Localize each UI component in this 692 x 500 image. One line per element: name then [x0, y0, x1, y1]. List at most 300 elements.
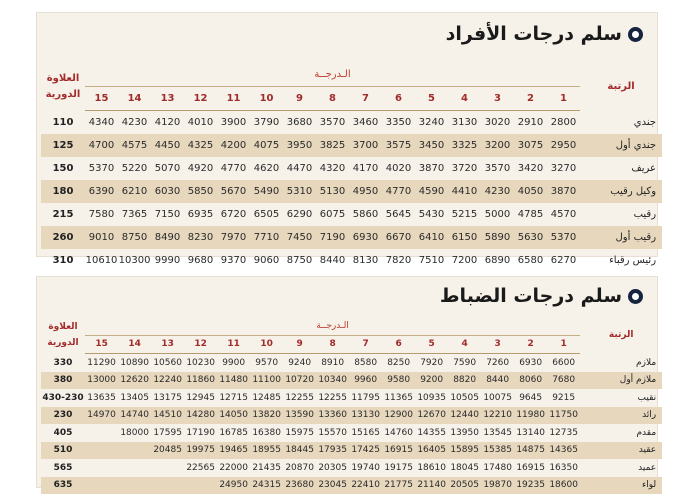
- salary-cell: 4410: [448, 180, 481, 203]
- salary-cell: 20305: [318, 462, 347, 473]
- salary-cell: [184, 477, 217, 495]
- salary-cell: 10505: [450, 392, 479, 403]
- degree-number: 7: [349, 335, 382, 354]
- allowance-value: 405: [53, 427, 73, 438]
- salary-cell: 3020: [484, 117, 511, 128]
- salary-cell: 2910: [517, 117, 544, 128]
- salary-cell: 13130: [349, 407, 382, 425]
- salary-cell: 13950: [450, 427, 479, 438]
- salary-cell: 8230: [184, 226, 217, 249]
- salary-cell: 4470: [286, 163, 313, 174]
- salary-cell: 9060: [253, 255, 280, 266]
- allowance-value: 180: [41, 180, 85, 203]
- degree-number: 15: [85, 335, 118, 354]
- salary-cell: 9680: [187, 255, 214, 266]
- allowance-value: 430-230: [42, 392, 84, 403]
- degree-number: 1: [547, 87, 580, 111]
- salary-cell: 12485: [252, 392, 281, 403]
- salary-cell: 9370: [220, 255, 247, 266]
- allowance-value: 125: [41, 134, 85, 157]
- salary-cell: 12620: [118, 372, 151, 390]
- salary-cell: 4320: [319, 163, 346, 174]
- salary-cell: 10890: [120, 357, 149, 368]
- table-row: [41, 477, 662, 495]
- salary-cell: 21775: [382, 477, 415, 495]
- salary-cell: 7260: [486, 357, 510, 368]
- salary-cell: 16915: [382, 442, 415, 460]
- salary-cell: 6580: [517, 255, 544, 266]
- salary-cell: 13635: [87, 392, 116, 403]
- salary-cell: 3870: [547, 180, 580, 203]
- salary-cell: 19740: [351, 462, 380, 473]
- salary-cell: 3240: [418, 117, 445, 128]
- salary-cell: 4570: [550, 209, 577, 220]
- salary-cell: 19235: [514, 477, 547, 495]
- salary-cell: 4325: [184, 134, 217, 157]
- rank-name: رئيس رقباء: [609, 255, 657, 266]
- salary-cell: 8130: [352, 255, 379, 266]
- salary-cell: 3575: [382, 134, 415, 157]
- salary-cell: 7970: [217, 226, 250, 249]
- salary-cell: 3790: [253, 117, 280, 128]
- allowance-value: 380: [41, 372, 85, 390]
- salary-cell: 9570: [255, 357, 279, 368]
- salary-cell: 17480: [483, 462, 512, 473]
- degree-numbers-row: [41, 87, 662, 111]
- degree-number: 11: [217, 335, 250, 354]
- salary-cell: 14355: [417, 427, 446, 438]
- salary-cell: 16785: [219, 427, 248, 438]
- rank-name: مقدم: [636, 427, 657, 438]
- allowance-value: 150: [52, 163, 74, 174]
- salary-cell: [85, 477, 118, 495]
- salary-cell: 6270: [550, 255, 577, 266]
- salary-cell: 11750: [547, 407, 580, 425]
- salary-cell: 5490: [250, 180, 283, 203]
- degree-number: 8: [316, 87, 349, 111]
- salary-cell: 7450: [283, 226, 316, 249]
- salary-cell: 11480: [217, 372, 250, 390]
- salary-cell: 16350: [549, 462, 578, 473]
- salary-cell: 3570: [484, 163, 511, 174]
- salary-cell: 14050: [217, 407, 250, 425]
- officers-scale-title: سلم درجات الضباط: [440, 285, 643, 307]
- salary-cell: 18000: [120, 427, 149, 438]
- allowance-value: 510: [41, 442, 85, 460]
- degree-header: الـدرجــة: [85, 317, 580, 335]
- salary-cell: 5130: [316, 180, 349, 203]
- salary-cell: 4620: [253, 163, 280, 174]
- salary-cell: 17425: [349, 442, 382, 460]
- salary-cell: 6075: [319, 209, 346, 220]
- salary-cell: 7365: [121, 209, 148, 220]
- salary-cell: 7820: [385, 255, 412, 266]
- salary-cell: 7150: [154, 209, 181, 220]
- rank-name: ملازم أول: [580, 372, 662, 390]
- table-row: [41, 407, 662, 425]
- salary-cell: 5310: [283, 180, 316, 203]
- salary-cell: 3270: [550, 163, 577, 174]
- salary-cell: 9990: [154, 255, 181, 266]
- salary-cell: 19975: [184, 442, 217, 460]
- salary-cell: 21435: [252, 462, 281, 473]
- salary-cell: 4200: [217, 134, 250, 157]
- salary-cell: 3325: [448, 134, 481, 157]
- table-row: [41, 249, 662, 272]
- salary-cell: 7580: [88, 209, 115, 220]
- degree-header: الـدرجــة: [85, 63, 580, 87]
- salary-cell: [85, 424, 118, 442]
- salary-cell: 6030: [151, 180, 184, 203]
- table-row: [41, 424, 662, 442]
- salary-cell: 4340: [88, 117, 115, 128]
- salary-cell: 3130: [451, 117, 478, 128]
- salary-cell: [85, 442, 118, 460]
- salary-cell: [118, 477, 151, 495]
- table-row: [41, 354, 662, 372]
- salary-cell: 18600: [547, 477, 580, 495]
- table-row: [41, 157, 662, 180]
- salary-cell: 11860: [184, 372, 217, 390]
- salary-cell: 17190: [186, 427, 215, 438]
- salary-cell: 3700: [349, 134, 382, 157]
- degree-number: 3: [481, 335, 514, 354]
- salary-cell: 15975: [285, 427, 314, 438]
- salary-cell: 15165: [351, 427, 380, 438]
- salary-cell: 9580: [382, 372, 415, 390]
- salary-cell: 9240: [288, 357, 312, 368]
- salary-cell: 5630: [514, 226, 547, 249]
- salary-cell: 20505: [448, 477, 481, 495]
- salary-cell: 12440: [448, 407, 481, 425]
- salary-cell: 10935: [417, 392, 446, 403]
- salary-cell: 8580: [354, 357, 378, 368]
- salary-cell: 2950: [547, 134, 580, 157]
- salary-cell: 9900: [222, 357, 246, 368]
- salary-cell: 22565: [186, 462, 215, 473]
- rank-name: وكيل رقيب: [580, 180, 662, 203]
- salary-cell: 7920: [420, 357, 444, 368]
- salary-cell: 4170: [352, 163, 379, 174]
- salary-cell: 6210: [118, 180, 151, 203]
- salary-cell: 13820: [250, 407, 283, 425]
- salary-cell: 4230: [481, 180, 514, 203]
- salary-cell: 16380: [252, 427, 281, 438]
- salary-cell: 7590: [453, 357, 477, 368]
- salary-cell: [118, 459, 151, 477]
- salary-cell: 6290: [286, 209, 313, 220]
- salary-cell: 3570: [319, 117, 346, 128]
- salary-cell: 21140: [415, 477, 448, 495]
- salary-cell: 5670: [217, 180, 250, 203]
- salary-cell: [85, 459, 118, 477]
- salary-cell: 9010: [85, 226, 118, 249]
- salary-cell: 12210: [481, 407, 514, 425]
- salary-cell: [151, 459, 184, 477]
- allowance-value: 635: [41, 477, 85, 495]
- salary-cell: 11980: [514, 407, 547, 425]
- salary-cell: 5370: [88, 163, 115, 174]
- circle-bullet-icon: [628, 289, 643, 304]
- salary-cell: 5850: [184, 180, 217, 203]
- table-row: [41, 372, 662, 390]
- salary-cell: 24315: [250, 477, 283, 495]
- salary-cell: 15385: [481, 442, 514, 460]
- salary-cell: 9645: [519, 392, 543, 403]
- salary-cell: 5430: [418, 209, 445, 220]
- salary-cell: 6720: [220, 209, 247, 220]
- salary-cell: 6930: [349, 226, 382, 249]
- allowance-value: 310: [52, 255, 74, 266]
- salary-cell: 18445: [283, 442, 316, 460]
- degree-number: 14: [118, 335, 151, 354]
- salary-cell: 9215: [552, 392, 576, 403]
- salary-cell: 4950: [349, 180, 382, 203]
- salary-cell: 9960: [349, 372, 382, 390]
- salary-cell: 4700: [85, 134, 118, 157]
- salary-cell: 3350: [385, 117, 412, 128]
- salary-cell: 17935: [316, 442, 349, 460]
- officers-scale-panel: [36, 276, 658, 491]
- degree-number: 4: [448, 335, 481, 354]
- salary-cell: 14760: [384, 427, 413, 438]
- salary-cell: 14365: [547, 442, 580, 460]
- salary-cell: 3680: [286, 117, 313, 128]
- salary-cell: 6410: [415, 226, 448, 249]
- salary-cell: 8440: [481, 372, 514, 390]
- salary-cell: 6150: [448, 226, 481, 249]
- rank-name: لواء: [580, 477, 662, 495]
- salary-cell: 6935: [187, 209, 214, 220]
- salary-cell: 10230: [186, 357, 215, 368]
- salary-cell: 14280: [184, 407, 217, 425]
- degree-number: 14: [118, 87, 151, 111]
- salary-cell: 8750: [286, 255, 313, 266]
- salary-cell: 22410: [349, 477, 382, 495]
- salary-cell: 11365: [384, 392, 413, 403]
- table-row: [41, 203, 662, 226]
- salary-cell: 13545: [483, 427, 512, 438]
- rank-name: عقيد: [580, 442, 662, 460]
- rank-name: رائد: [580, 407, 662, 425]
- salary-cell: 7680: [547, 372, 580, 390]
- salary-cell: 8820: [448, 372, 481, 390]
- salary-cell: 14875: [514, 442, 547, 460]
- allowance-value: 330: [53, 357, 73, 368]
- salary-cell: 11290: [87, 357, 116, 368]
- salary-cell: 20870: [285, 462, 314, 473]
- salary-cell: 7510: [418, 255, 445, 266]
- salary-cell: 6505: [253, 209, 280, 220]
- salary-cell: 3720: [451, 163, 478, 174]
- salary-cell: 4230: [121, 117, 148, 128]
- table-row: [41, 180, 662, 203]
- salary-cell: 3420: [517, 163, 544, 174]
- soldiers-scale-table: [41, 63, 662, 272]
- salary-cell: 10075: [483, 392, 512, 403]
- degree-number: 5: [415, 87, 448, 111]
- salary-cell: 5215: [451, 209, 478, 220]
- salary-cell: 5070: [154, 163, 181, 174]
- table-row: [41, 226, 662, 249]
- salary-cell: 6670: [382, 226, 415, 249]
- salary-cell: 12945: [186, 392, 215, 403]
- salary-cell: 4785: [517, 209, 544, 220]
- circle-bullet-icon: [628, 27, 643, 42]
- salary-cell: 12900: [382, 407, 415, 425]
- degree-number: 9: [283, 87, 316, 111]
- salary-cell: 10720: [283, 372, 316, 390]
- salary-cell: 12670: [415, 407, 448, 425]
- rank-header: الرتبة: [607, 81, 635, 93]
- degree-number: 6: [382, 335, 415, 354]
- salary-cell: 13140: [516, 427, 545, 438]
- rank-name: عميد: [638, 462, 657, 473]
- salary-cell: 15570: [318, 427, 347, 438]
- salary-cell: 12715: [219, 392, 248, 403]
- salary-cell: 4120: [154, 117, 181, 128]
- salary-cell: 13360: [316, 407, 349, 425]
- degree-number: 4: [448, 87, 481, 111]
- salary-cell: 8910: [321, 357, 345, 368]
- degree-number: 13: [151, 87, 184, 111]
- allowance-value: 110: [52, 116, 74, 128]
- salary-cell: 4590: [415, 180, 448, 203]
- salary-cell: 7200: [451, 255, 478, 266]
- salary-cell: [118, 442, 151, 460]
- salary-cell: 4770: [382, 180, 415, 203]
- salary-cell: 3870: [418, 163, 445, 174]
- salary-cell: 7190: [316, 226, 349, 249]
- salary-cell: 2800: [550, 117, 577, 128]
- rank-name: ملازم: [636, 357, 657, 368]
- salary-cell: 12255: [318, 392, 347, 403]
- degree-number: 3: [481, 87, 514, 111]
- rank-name: رقيب أول: [580, 226, 662, 249]
- degree-number: 8: [316, 335, 349, 354]
- salary-cell: 5645: [385, 209, 412, 220]
- salary-cell: 10560: [153, 357, 182, 368]
- salary-cell: 4575: [118, 134, 151, 157]
- allowance-value: 215: [52, 209, 74, 220]
- salary-cell: 24950: [217, 477, 250, 495]
- salary-cell: 4770: [220, 163, 247, 174]
- salary-cell: 10340: [316, 372, 349, 390]
- soldiers-scale-panel: [36, 12, 658, 266]
- salary-cell: 4010: [187, 117, 214, 128]
- salary-cell: 13175: [153, 392, 182, 403]
- salary-cell: 4075: [250, 134, 283, 157]
- salary-cell: 13000: [85, 372, 118, 390]
- salary-cell: 10610: [85, 255, 118, 266]
- salary-cell: 6390: [85, 180, 118, 203]
- salary-cell: 6930: [519, 357, 543, 368]
- officers-scale-table: [41, 317, 662, 494]
- degree-number: 11: [217, 87, 250, 111]
- salary-cell: 5890: [481, 226, 514, 249]
- salary-cell: 14740: [118, 407, 151, 425]
- soldiers-scale-title: سلم درجات الأفراد: [446, 23, 643, 45]
- salary-cell: 8060: [514, 372, 547, 390]
- salary-cell: 3450: [415, 134, 448, 157]
- rank-name: جندي: [633, 116, 657, 128]
- rank-name: نقيب: [637, 392, 657, 403]
- salary-cell: 3825: [316, 134, 349, 157]
- salary-cell: 11100: [250, 372, 283, 390]
- salary-cell: 3075: [514, 134, 547, 157]
- salary-cell: 11795: [351, 392, 380, 403]
- salary-cell: 16405: [415, 442, 448, 460]
- degree-number: 12: [184, 335, 217, 354]
- allowance-value: 260: [41, 226, 85, 249]
- salary-cell: 6600: [552, 357, 576, 368]
- salary-cell: 17595: [153, 427, 182, 438]
- salary-cell: 12240: [151, 372, 184, 390]
- salary-cell: 5860: [352, 209, 379, 220]
- salary-cell: 4920: [187, 163, 214, 174]
- salary-cell: 5370: [547, 226, 580, 249]
- degree-number: 10: [250, 335, 283, 354]
- salary-cell: [151, 477, 184, 495]
- salary-cell: 13405: [120, 392, 149, 403]
- salary-cell: 8750: [118, 226, 151, 249]
- salary-cell: 20485: [151, 442, 184, 460]
- salary-cell: 3200: [481, 134, 514, 157]
- salary-cell: 4050: [514, 180, 547, 203]
- degree-number: 5: [415, 335, 448, 354]
- degree-number: 6: [382, 87, 415, 111]
- degree-number: 2: [514, 87, 547, 111]
- allowance-header: العلاوة الدورية: [47, 322, 79, 349]
- salary-cell: 14510: [151, 407, 184, 425]
- salary-cell: 18045: [450, 462, 479, 473]
- salary-cell: 19870: [481, 477, 514, 495]
- salary-cell: 16915: [516, 462, 545, 473]
- salary-cell: 8490: [151, 226, 184, 249]
- rank-header: الرتبة: [608, 330, 634, 341]
- allowance-value: 565: [53, 462, 73, 473]
- salary-cell: 9200: [415, 372, 448, 390]
- salary-cell: 19175: [384, 462, 413, 473]
- salary-cell: 3900: [220, 117, 247, 128]
- salary-cell: 13590: [283, 407, 316, 425]
- table-row: [41, 111, 662, 135]
- table-row: [41, 389, 662, 407]
- salary-cell: 5220: [121, 163, 148, 174]
- salary-cell: 4450: [151, 134, 184, 157]
- table-row: [41, 459, 662, 477]
- degree-number: 12: [184, 87, 217, 111]
- salary-cell: 15895: [448, 442, 481, 460]
- allowance-header: العلاوة الدورية: [45, 72, 81, 100]
- salary-cell: 12735: [549, 427, 578, 438]
- salary-cell: 7710: [250, 226, 283, 249]
- salary-cell: 12255: [285, 392, 314, 403]
- degree-number: 9: [283, 335, 316, 354]
- degree-number: 1: [547, 335, 580, 354]
- salary-cell: 14970: [85, 407, 118, 425]
- salary-cell: 10300: [118, 255, 151, 266]
- salary-cell: 8440: [319, 255, 346, 266]
- salary-cell: 3950: [283, 134, 316, 157]
- table-row: [41, 442, 662, 460]
- rank-name: عريف: [631, 163, 657, 174]
- degree-number: 15: [85, 87, 118, 111]
- degree-number: 7: [349, 87, 382, 111]
- salary-cell: 4020: [385, 163, 412, 174]
- salary-cell: 6890: [484, 255, 511, 266]
- rank-name: رقيب: [633, 209, 657, 220]
